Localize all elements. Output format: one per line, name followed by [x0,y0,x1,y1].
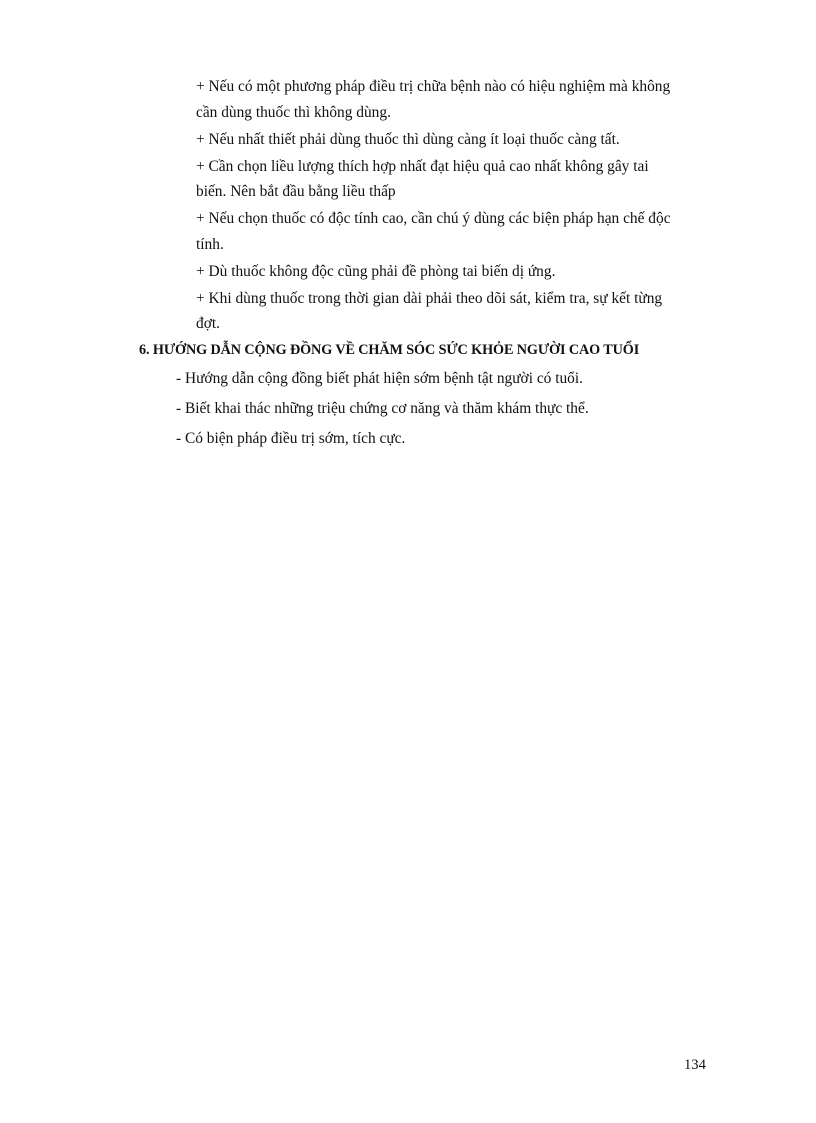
list-item-first-line: Cần chọn liều lượng thích hợp nhất đạt hiệu quả cao nhất không gây tai [208,157,649,175]
plus-marker: + [196,289,205,307]
list-item: - Hướng dẫn cộng đồng biết phát hiện sớm bệnh tật người có tuổi. [176,370,583,387]
list-item-continuation: cần dùng thuốc thì không dùng. [196,103,391,121]
list-item [196,74,711,125]
list-item [196,154,711,205]
plus-marker: + [196,157,205,175]
plus-marker: + [196,130,205,148]
list-item-continuation: biến. Nên bắt đầu bằng liều thấp [196,183,396,200]
list-item-first-line: Nếu chọn thuốc có độc tính cao, cần chú ý dùng các biện pháp hạn chế độc [208,210,671,227]
list-item-continuation: đợt. [196,315,220,332]
list-item [196,206,711,257]
list-item [196,127,711,153]
plus-marker: + [196,262,205,280]
list-item-first-line: Dù thuốc không độc cũng phải đề phòng tai biến dị ứng. [208,262,556,280]
list-item [196,286,711,337]
list-item [196,259,711,285]
list-item-first-line: Nếu nhất thiết phải dùng thuốc thì dùng càng ít loại thuốc càng tất. [208,130,620,148]
plus-marker: + [196,78,205,95]
list-item-first-line: Nếu có một phương pháp điều trị chữa bệnh nào có hiệu nghiệm mà không [208,78,671,95]
section-heading: 6. HƯỚNG DẪN CỘNG ĐỒNG VỀ CHĂM SÓC SỨC KHỎE NGƯỜI CAO TUỔI [139,342,640,358]
community-guidance-list [176,364,716,454]
list-item: - Có biện pháp điều trị sớm, tích cực. [176,430,406,447]
treatment-principles-list [196,74,711,338]
plus-marker: + [196,210,205,227]
page-number: 134 [684,1057,706,1073]
list-item-first-line: Khi dùng thuốc trong thời gian dài phải theo dõi sát, kiểm tra, sự kết từng [208,289,663,307]
list-item-continuation: tính. [196,235,224,253]
list-item: - Biết khai thác những triệu chứng cơ năng và thăm khám thực thể. [176,400,589,417]
